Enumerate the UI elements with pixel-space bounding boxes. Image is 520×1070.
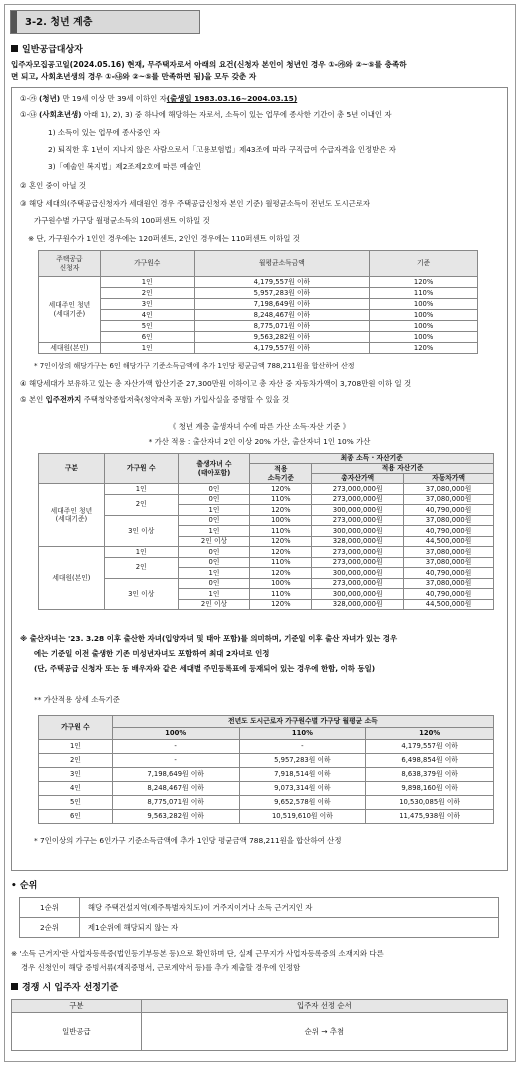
table-cell: 300,000,000원: [312, 505, 404, 516]
table-cell: 110%: [250, 589, 312, 600]
req-youth: ①-㉮ (청년) 만 19세 이상 만 39세 이하인 자(출생일 1983.03.16~2004.03.15): [20, 94, 298, 103]
table-cell: 3인: [39, 768, 113, 782]
table-cell: 4,179,557원 이하: [194, 277, 370, 288]
table-cell: 100%: [370, 310, 478, 321]
birth-bonus-table: [38, 453, 494, 610]
rank-2-desc: 제1순위에 해당되지 않는 자: [79, 918, 498, 938]
table-cell: 273,000,000원: [312, 557, 404, 568]
rank-note-1: ※ '소득 근거지'란 사업자등록증(법인등기부등본 등)으로 확인하며 단, 실제 근무지가 사업자등록증의 소재지와 다른: [11, 949, 384, 958]
birth-table-header-group: 구분: [39, 454, 105, 484]
table-cell: 2인: [100, 288, 194, 299]
section-title: 3-2. 청년 계층: [10, 10, 200, 34]
table-cell: 120%: [250, 568, 312, 579]
table-cell: 273,000,000원: [312, 515, 404, 526]
table-cell: 7,198,649원 이하: [194, 299, 370, 310]
table-cell: 40,790,000원: [404, 589, 494, 600]
req-savings: ⑤ 본인 입주전까지 주택청약종합저축(청약저축 포함) 가입사실을 증명할 수 있을 것: [20, 395, 290, 404]
table-cell: 5,957,283원 이하: [239, 754, 366, 768]
table-cell: 10,519,610원 이하: [239, 810, 366, 824]
table-cell: 0인: [178, 515, 250, 526]
income-table-header-members: 가구원수: [100, 251, 194, 277]
birth-note-2: 에는 기준일 이전 출생한 기존 미성년자녀도 포함하여 최대 2자녀로 인정: [34, 649, 270, 658]
income-table-header-applicant: 주택공급 신청자: [39, 251, 101, 277]
table-cell: 100%: [250, 578, 312, 589]
table-cell: 0인: [178, 494, 250, 505]
rank-note-2: 경우 신청인이 해당 증빙서류(재직증명서, 근로계약서 등)를 추가 제출할 경우에 인정함: [21, 963, 301, 972]
table-cell: 8,248,467원 이하: [194, 310, 370, 321]
table-cell: 44,500,000원: [404, 599, 494, 610]
detail-table-header-100: 100%: [112, 728, 239, 740]
table-cell: 273,000,000원: [312, 547, 404, 558]
rank-heading: • 순위: [11, 881, 38, 891]
table-cell: 7,198,649원 이하: [112, 768, 239, 782]
income-table-header-criteria: 기준: [370, 251, 478, 277]
title-bar-decoration: [11, 11, 17, 33]
selection-row-label: 일반공급: [12, 1013, 142, 1051]
table-cell: 2인: [104, 557, 178, 578]
table-cell: 4인: [100, 310, 194, 321]
detail-table-header-120: 120%: [366, 728, 494, 740]
selection-table: [11, 999, 508, 1051]
table-cell: 1인: [39, 740, 113, 754]
detail-table-header-top: 전년도 도시근로자 가구원수별 가구당 월평균 소득: [112, 716, 493, 728]
table-cell: 4,179,557원 이하: [194, 343, 370, 354]
table-cell: -: [112, 740, 239, 754]
birth-table-header-births: 출생자녀 수 (태아포함): [178, 454, 250, 484]
table-cell: 120%: [250, 599, 312, 610]
table-cell: 4인: [39, 782, 113, 796]
table-cell: 120%: [370, 343, 478, 354]
table-cell: 328,000,000원: [312, 599, 404, 610]
detail-table-caption: ** 가산적용 상세 소득기준: [34, 695, 120, 704]
table-cell: 100%: [250, 515, 312, 526]
table-cell: 1인: [178, 526, 250, 537]
table-cell: 37,080,000원: [404, 515, 494, 526]
table-cell: 8,775,071원 이하: [112, 796, 239, 810]
square-bullet-icon: [11, 45, 18, 52]
table-cell: 9,652,578원 이하: [239, 796, 366, 810]
table-cell: 44,500,000원: [404, 536, 494, 547]
table-cell: 110%: [250, 526, 312, 537]
table-cell: 9,563,282원 이하: [112, 810, 239, 824]
birth-table-header-car: 자동차가액: [404, 474, 494, 484]
detail-table-header-members: 가구원 수: [39, 716, 113, 740]
birth-table-header-asset: 적용 자산기준: [312, 464, 494, 474]
req-income-1: ③ 해당 세대의(주택공급신청자가 세대원인 경우 주택공급신청자 본인 기준) 월평균소득이 전년도 도시근로자: [20, 199, 371, 208]
birth-table-subcaption: * 가산 적용 : 출산자녀 2인 이상 20% 가산, 출산자녀 1인 10% 가산: [148, 437, 371, 446]
table-cell: 6인: [39, 810, 113, 824]
table-cell: 1인: [104, 484, 178, 495]
table-cell: 4,179,557원 이하: [366, 740, 494, 754]
table-cell: 0인: [178, 547, 250, 558]
table-cell: 300,000,000원: [312, 526, 404, 537]
table-cell: 9,563,282원 이하: [194, 332, 370, 343]
rank-table: [19, 897, 499, 938]
table-cell: -: [239, 740, 366, 754]
birth-table-group-member: 세대원(본인): [39, 547, 105, 610]
table-cell: 0인: [178, 557, 250, 568]
requirements-box: [11, 87, 508, 871]
table-cell: 5인: [100, 321, 194, 332]
table-cell: 37,080,000원: [404, 557, 494, 568]
birth-table-header-final: 최종 소득 · 자산기준: [250, 454, 494, 464]
table-cell: 273,000,000원: [312, 494, 404, 505]
birth-table-header-members: 가구원 수: [104, 454, 178, 484]
req-newcomer: ①-㉯ (사회초년생) 아래 1), 2), 3) 중 하나에 해당하는 자로서, 소득이 있는 업무에 종사한 기간이 총 5년 이내인 자: [20, 110, 392, 119]
table-cell: 3인 이상: [104, 515, 178, 547]
birth-note-3: (단, 주택공급 신청자 또는 동 배우자와 같은 세대별 주민등록표에 등재되어 있는 경우에 한함, 이하 동일): [34, 664, 376, 673]
req-newcomer-sub1: 1) 소득이 있는 업무에 종사중인 자: [48, 128, 161, 137]
table-cell: 273,000,000원: [312, 484, 404, 495]
table-cell: 6,498,854원 이하: [366, 754, 494, 768]
table-cell: 37,080,000원: [404, 484, 494, 495]
table-cell: 328,000,000원: [312, 536, 404, 547]
income-table-footnote: * 7인이상의 해당가구는 6인 해당가구 기준소득금액에 추가 1인당 평균금액 788,211원을 합산하여 산정: [34, 362, 355, 370]
table-cell: 40,790,000원: [404, 505, 494, 516]
table-cell: 2인: [39, 754, 113, 768]
table-cell: 1인: [178, 505, 250, 516]
table-cell: 8,248,467원 이하: [112, 782, 239, 796]
table-cell: 5,957,283원 이하: [194, 288, 370, 299]
selection-row-value: 순위 → 추첨: [141, 1013, 507, 1051]
table-cell: 1인: [178, 589, 250, 600]
rank-1-desc: 해당 주택건설지역(제주특별자치도)이 거주지이거나 소득 근거지인 자: [79, 898, 498, 918]
table-cell: 2인 이상: [178, 599, 250, 610]
table-cell: 1인: [104, 547, 178, 558]
table-cell: 5인: [39, 796, 113, 810]
table-cell: 9,073,314원 이하: [239, 782, 366, 796]
table-cell: 100%: [370, 321, 478, 332]
table-cell: 300,000,000원: [312, 568, 404, 579]
table-cell: 8,775,071원 이하: [194, 321, 370, 332]
birth-table-header-income: 적용 소득기준: [250, 464, 312, 484]
table-cell: 100%: [370, 299, 478, 310]
req-newcomer-sub3: 3)「예술인 복지법」제2조제2호에 따른 예술인: [48, 162, 202, 171]
table-cell: 37,080,000원: [404, 494, 494, 505]
income-table-group-householder: 세대주인 청년 (세대기준): [39, 277, 101, 343]
req-income-2: 가구원수별 가구당 월평균소득의 100퍼센트 이하일 것: [34, 216, 210, 225]
detail-table-footnote: * 7인이상의 가구는 6인가구 기준소득금액에 추가 1인당 평균금액 788,211원을 합산하여 산정: [34, 836, 342, 845]
table-cell: 40,790,000원: [404, 526, 494, 537]
req-newcomer-sub2: 2) 퇴직한 후 1년이 지나지 않은 사람으로서「고용보험법」제43조에 따라 구직급여 수급자격을 인정받은 자: [48, 145, 396, 154]
table-cell: 1인: [100, 277, 194, 288]
table-cell: 11,475,938원 이하: [366, 810, 494, 824]
table-cell: 1인: [178, 568, 250, 579]
table-cell: 8,638,379원 이하: [366, 768, 494, 782]
selection-header-order: 입주자 선정 순서: [141, 1000, 507, 1013]
table-cell: 300,000,000원: [312, 589, 404, 600]
rank-2-label: 2순위: [20, 918, 80, 938]
table-cell: 120%: [250, 484, 312, 495]
table-cell: 3인 이상: [104, 578, 178, 610]
table-cell: 2인: [104, 494, 178, 515]
detail-income-table: [38, 715, 494, 824]
table-cell: 2인 이상: [178, 536, 250, 547]
table-cell: 120%: [250, 547, 312, 558]
table-cell: 6인: [100, 332, 194, 343]
income-table-group-member: 세대원(본인): [39, 343, 101, 354]
table-cell: 120%: [250, 505, 312, 516]
birth-note-1: ※ 출산자녀는 '23. 3.28 이후 출산한 자녀(입양자녀 및 태아 포함)를 의미하며, 기준일 이후 출산 자녀가 있는 경우: [20, 634, 398, 643]
income-table: [38, 250, 478, 354]
table-cell: 0인: [178, 484, 250, 495]
req-unmarried: ② 혼인 중이 아닐 것: [20, 181, 86, 190]
table-cell: 37,080,000원: [404, 578, 494, 589]
table-cell: 1인: [100, 343, 194, 354]
table-cell: -: [112, 754, 239, 768]
selection-heading: 경쟁 시 입주자 선정기준: [11, 983, 118, 994]
table-cell: 120%: [370, 277, 478, 288]
page: [4, 4, 516, 1062]
table-cell: 100%: [370, 332, 478, 343]
req-asset: ④ 해당세대가 보유하고 있는 총 자산가액 합산기준 27,300만원 이하이고 총 자산 중 자동차가액이 3,708만원 이하 일 것: [20, 379, 412, 388]
table-cell: 0인: [178, 578, 250, 589]
income-table-header-amount: 월평균소득금액: [194, 251, 370, 277]
table-cell: 3인: [100, 299, 194, 310]
birth-table-header-total-asset: 총자산가액: [312, 474, 404, 484]
table-cell: 120%: [250, 536, 312, 547]
table-cell: 10,530,085원 이하: [366, 796, 494, 810]
table-cell: 110%: [250, 557, 312, 568]
table-cell: 9,898,160원 이하: [366, 782, 494, 796]
general-heading: 일반공급대상자: [11, 45, 83, 56]
selection-header-group: 구분: [12, 1000, 142, 1013]
general-intro: 입주자모집공고일(2024.05.16) 현재, 무주택자로서 아래의 요건(신청자 본인이 청년인 경우 ①-㉮와 ②~⑤를 충족하 면 되고, 사회초년생의 경우 ①-㉯와 ②~⑤를 만족하면 됨)을 모두 갖춘 자: [11, 60, 407, 81]
req-income-note: ※ 단, 가구원수가 1인인 경우에는 120퍼센트, 2인인 경우에는 110퍼센트 이하일 것: [28, 234, 300, 243]
detail-table-header-110: 110%: [239, 728, 366, 740]
birth-table-caption: 《 청년 계층 출생자녀 수에 따른 가산 소득·자산 기준 》: [168, 422, 351, 431]
table-cell: 110%: [370, 288, 478, 299]
table-cell: 7,918,514원 이하: [239, 768, 366, 782]
table-cell: 37,080,000원: [404, 547, 494, 558]
table-cell: 40,790,000원: [404, 568, 494, 579]
birth-table-group-householder: 세대주인 청년 (세대기준): [39, 484, 105, 547]
table-cell: 273,000,000원: [312, 578, 404, 589]
rank-1-label: 1순위: [20, 898, 80, 918]
square-bullet-icon: [11, 983, 18, 990]
table-cell: 110%: [250, 494, 312, 505]
